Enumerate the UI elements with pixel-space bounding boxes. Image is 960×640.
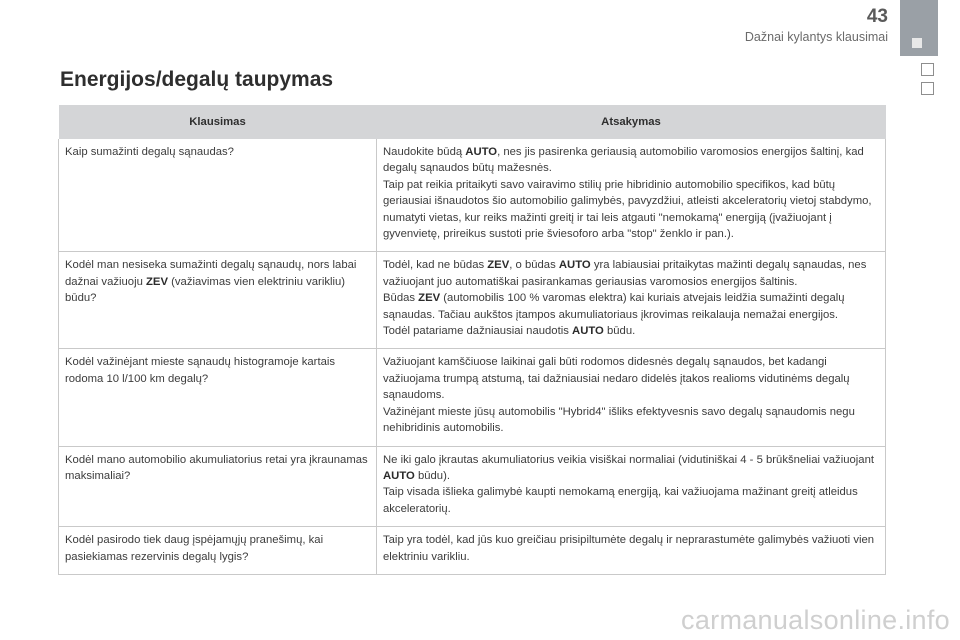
text-segment: Būdas (383, 292, 419, 305)
table-row (59, 252, 886, 349)
mode-keyword: AUTO (572, 325, 604, 338)
answer-cell (377, 527, 886, 575)
question-cell (59, 139, 377, 252)
answer-cell (377, 252, 886, 349)
mode-keyword: AUTO (383, 469, 415, 482)
text-segment: (važiavimas vien elektriniu varikliu) būdu? (65, 275, 346, 305)
chapter-box-icon (921, 82, 934, 95)
text-segment: yra labiausiai pritaikytas mažinti degalų sąnaudas, nes važiuojant juo automatiškai pasirankamas geriausias varomosios energijos šaltinis. (383, 259, 867, 288)
text-segment: būdu. (603, 325, 636, 338)
answer-paragraph (383, 452, 879, 485)
answer-paragraph (383, 290, 879, 323)
text-segment: Taip visada išlieka galimybė kaupti nemokamą energiją, kai važiuojama mažinant greitį atleidus akceleratorių. (383, 486, 858, 515)
mode-keyword: ZEV (487, 259, 510, 272)
watermark: carmanualsonline.info (681, 605, 950, 635)
mode-keyword: AUTO (558, 259, 591, 272)
table-row (59, 446, 886, 527)
table-row (59, 349, 886, 446)
column-header-answer: Atsakymas (377, 105, 886, 139)
answer-paragraph (383, 404, 879, 437)
text-segment: Taip pat reikia pritaikyti savo vairavimo stilių prie hibridinio automobilio specifikos, kad būtų geriausiai išnaudotos šio automobilio galimybės, pavyzdžiui, atleisti akceleratorių vietoj stabdymo, numatyti vietas, kur reiks mažinti greitį ir tai leis atgauti "nemokamą" energiją (įvažiuojant į gyvenvietę, prireikus sustoti prie šviesoforo arba "stop" ženklo ir pan.). (383, 178, 872, 241)
chapter-box-icon (921, 63, 934, 76)
answer-cell (377, 349, 886, 446)
chapter-tab-square-icon (912, 38, 922, 48)
table-header-row (59, 105, 886, 139)
text-segment: Važinėjant mieste jūsų automobilis "Hybrid4" išliks efektyvesnis savo degalų sąnaudomis negu nehibridinis automobilis. (383, 405, 855, 435)
page-number: 43 (866, 6, 888, 27)
question-cell (59, 527, 377, 575)
answer-paragraph (383, 323, 879, 339)
question-cell (59, 252, 377, 349)
question-cell (59, 446, 377, 527)
answer-paragraph (383, 177, 879, 243)
text-segment: Taip yra todėl, kad jūs kuo greičiau prisipiltumėte degalų ir neprarastumėte galimybės važiuoti vien elektriniu varikliu. (383, 534, 875, 563)
mode-keyword: ZEV (146, 275, 168, 288)
answer-cell (377, 139, 886, 252)
answer-paragraph (383, 484, 879, 517)
text-segment: Naudokite būdą (383, 146, 466, 158)
page-title: Energijos/degalų taupymas (60, 68, 334, 91)
text-segment: Kodėl pasirodo tiek daug įspėjamųjų pranešimų, kai pasiekiamas rezervinis degalų lygis? (65, 534, 324, 563)
text-segment: Kodėl mano automobilio akumuliatorius retai yra įkraunamas maksimaliai? (65, 453, 368, 482)
section-title: Dažnai kylantys klausimai (744, 30, 888, 44)
text-segment: Kaip sumažinti degalų sąnaudas? (65, 146, 234, 158)
text-segment: Todėl, kad ne būdas (383, 259, 488, 272)
text-segment: Važiuojant kamščiuose laikinai gali būti rodomos didesnės degalų sąnaudos, bet kadangi važiuojama trumpą atstumą, tai dažniausiai nedaro didelės įtakos realioms vidutinėms degalų sąnaudoms. (383, 356, 850, 402)
text-segment: , o būdas (509, 259, 559, 272)
text-segment: , nes jis pasirenka geriausią automobilio varomosios energijos šaltinį, kad degalų sąnaudos būtų mažesnės. (383, 146, 864, 175)
answer-cell (377, 446, 886, 527)
text-segment: Kodėl važinėjant mieste sąnaudų histogramoje kartais rodoma 10 l/100 km degalų? (65, 356, 336, 385)
answer-paragraph (383, 257, 879, 290)
answer-paragraph (383, 144, 879, 177)
chapter-tab[interactable] (900, 0, 938, 56)
text-segment: Todėl patariame dažniausiai naudotis (383, 325, 573, 338)
mode-keyword: ZEV (418, 292, 441, 305)
text-segment: (automobilis 100 % varomas elektra) kai kuriais atvejais leidžia sumažinti degalų sąnaudas. Tačiau aukštos įtampos akumuliatoriaus įkrovimas reikalauja nemažai energijos. (383, 292, 845, 321)
table-row (59, 139, 886, 252)
answer-paragraph (383, 532, 879, 565)
text-segment: Ne iki galo įkrautas akumuliatorius veikia visiškai normaliai (vidutiniškai 4 - 5 brūkšneliai važiuojant (383, 453, 874, 466)
table-row (59, 527, 886, 575)
question-cell (59, 349, 377, 446)
mode-keyword: AUTO (465, 146, 498, 158)
text-segment: būdu). (414, 469, 450, 482)
answer-paragraph (383, 354, 879, 403)
column-header-question: Klausimas (59, 105, 377, 139)
text-segment: Kodėl man nesiseka sumažinti degalų sąnaudų, nors labai dažnai važiuoju (65, 259, 357, 288)
faq-table (58, 105, 886, 575)
